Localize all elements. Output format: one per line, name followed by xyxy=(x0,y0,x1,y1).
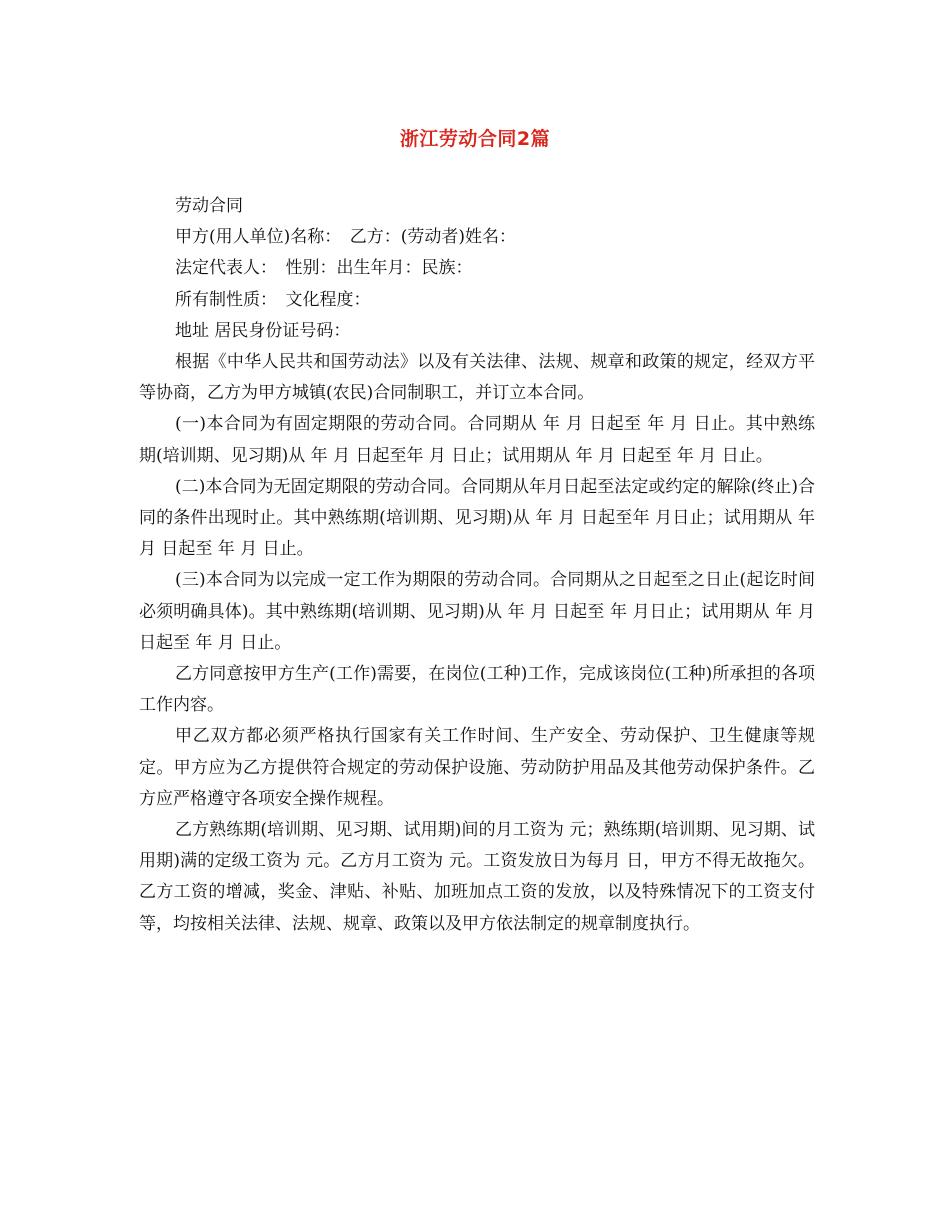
paragraph-position: 乙方同意按甲方生产(工作)需要，在岗位(工种)工作，完成该岗位(工种)所承担的各项工作内容。 xyxy=(139,664,815,716)
paragraph-wages: 乙方熟练期(培训期、见习期、试用期)间的月工资为 元；熟练期(培训期、见习期、试用期)满的定级工资为 元。乙方月工资为 元。工资发放日为每月 日，甲方不得无故拖欠。乙方工资的增减，奖金、津贴、补贴、加班加点工资的发放，以及特殊情况下的工资支付等，均按相关法律、法规、规章、政策以及甲方依法制定的规章制度执行。 xyxy=(139,820,815,934)
paragraph-fixed-term: (一)本合同为有固定期限的劳动合同。合同期从 年 月 日起至 年 月 日止。其中熟练期(培训期、见习期)从 年 月 日起至年 月 日止；试用期从 年 月 日起至 年 月 日止。 xyxy=(139,414,815,466)
header-line-ownership: 所有制性质： 文化程度： xyxy=(175,289,371,310)
paragraph-open-term: (二)本合同为无固定期限的劳动合同。合同期从年月日起至法定或约定的解除(终止)合同的条件出现时止。其中熟练期(培训期、见习期)从 年 月 日起至年 月日止；试用期从 年 月 日起至 年 月 日止。 xyxy=(139,476,815,560)
header-line-address: 地址 居民身份证号码： xyxy=(175,320,351,341)
paragraph-task-term: (三)本合同为以完成一定工作为期限的劳动合同。合同期从之日起至之日止(起讫时间必须明确具体)。其中熟练期(培训期、见习期)从 年 月 日起至 年 月日止；试用期从 年 月 日起至 年 月 日止。 xyxy=(139,570,815,653)
paragraph-preamble: 根据《中华人民共和国劳动法》以及有关法律、法规、规章和政策的规定，经双方平等协商，乙方为甲方城镇(农民)合同制职工，并订立本合同。 xyxy=(139,352,815,404)
document-body xyxy=(139,191,815,940)
header-line-parties: 甲方(用人单位)名称： 乙方：(劳动者)姓名： xyxy=(175,227,517,248)
document-title: 浙江劳动合同2篇 xyxy=(399,128,551,150)
header-line-contract-label: 劳动合同 xyxy=(175,196,243,216)
header-line-representative: 法定代表人： 性别：出生年月：民族： xyxy=(175,258,473,279)
paragraph-safety: 甲乙双方都必须严格执行国家有关工作时间、生产安全、劳动保护、卫生健康等规定。甲方应为乙方提供符合规定的劳动保护设施、劳动防护用品及其他劳动保护条件。乙方应严格遵守各项安全操作规程。 xyxy=(139,726,815,809)
